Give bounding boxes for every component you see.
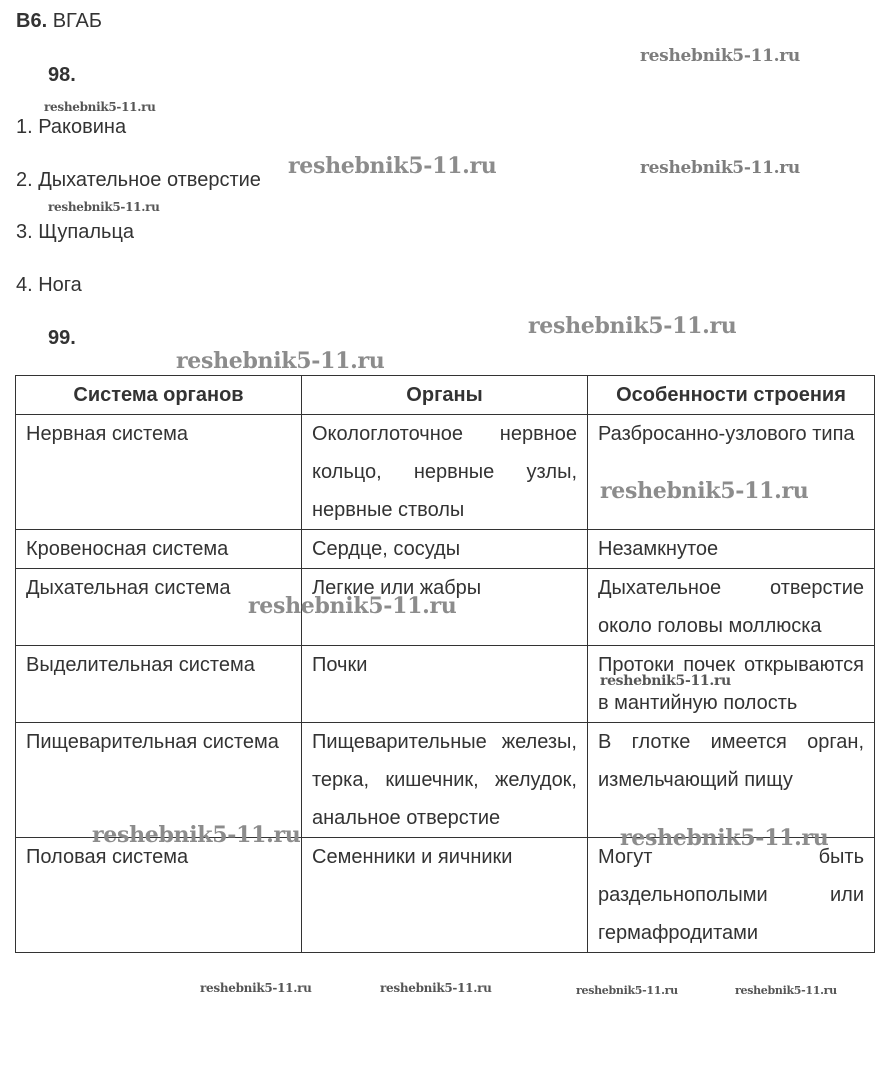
table-row <box>16 415 875 530</box>
organ-systems-table <box>15 375 875 953</box>
cell-system: Половая система <box>16 838 302 953</box>
task-98-item-3: 3. Щупальца <box>16 221 135 243</box>
cell-features: Могут быть раздельнополыми или гермафродитами <box>588 838 875 953</box>
cell-features: Дыхательное отверстие около головы моллюска <box>588 569 875 646</box>
table-header-row <box>16 376 875 415</box>
watermark: reshebnik5-11.ru <box>640 46 800 66</box>
watermark: reshebnik5-11.ru <box>176 348 385 374</box>
cell-system: Пищеварительная система <box>16 723 302 838</box>
answer-value: ВГАБ <box>52 10 102 32</box>
watermark: reshebnik5-11.ru <box>528 313 737 339</box>
cell-organs: Легкие или жабры <box>302 569 588 646</box>
task-99-number: 99. <box>48 327 76 349</box>
header-system: Система органов <box>16 376 302 415</box>
cell-organs: Окологлоточное нервное кольцо, нервные узлы, нервные стволы <box>302 415 588 530</box>
watermark: reshebnik5-11.ru <box>576 984 678 997</box>
watermark: reshebnik5-11.ru <box>735 984 837 997</box>
task-98-item-4: 4. Нога <box>16 274 82 296</box>
cell-organs: Сердце, сосуды <box>302 530 588 569</box>
cell-organs: Почки <box>302 646 588 723</box>
answer-b6 <box>16 9 102 33</box>
table-row <box>16 723 875 838</box>
watermark: reshebnik5-11.ru <box>640 158 800 178</box>
cell-system: Дыхательная система <box>16 569 302 646</box>
watermark: reshebnik5-11.ru <box>620 825 829 851</box>
watermark: reshebnik5-11.ru <box>380 981 492 995</box>
watermark: reshebnik5-11.ru <box>44 100 156 114</box>
table-row <box>16 646 875 723</box>
cell-system: Выделительная система <box>16 646 302 723</box>
watermark: reshebnik5-11.ru <box>48 200 160 214</box>
cell-features: В глотке имеется орган, измельчающий пищу <box>588 723 875 838</box>
header-organs: Органы <box>302 376 588 415</box>
table-row <box>16 530 875 569</box>
watermark: reshebnik5-11.ru <box>92 822 301 848</box>
watermark: reshebnik5-11.ru <box>600 478 809 504</box>
task-98-number: 98. <box>48 64 76 86</box>
cell-organs: Семенники и яичники <box>302 838 588 953</box>
cell-features: Незамкнутое <box>588 530 875 569</box>
watermark: reshebnik5-11.ru <box>248 593 457 619</box>
watermark: reshebnik5-11.ru <box>600 673 731 689</box>
watermark: reshebnik5-11.ru <box>200 981 312 995</box>
header-features: Особенности строения <box>588 376 875 415</box>
table-row <box>16 838 875 953</box>
cell-system: Кровеносная система <box>16 530 302 569</box>
cell-features: Разбросанно-узлового типа <box>588 415 875 530</box>
answer-label: B6. <box>16 10 48 32</box>
task-98-item-2: 2. Дыхательное отверстие <box>16 169 261 191</box>
watermark: reshebnik5-11.ru <box>288 153 497 179</box>
cell-features: Протоки почек открываются в мантийную полость <box>588 646 875 723</box>
cell-organs: Пищеварительные железы, терка, кишечник, желудок, анальное отверстие <box>302 723 588 838</box>
cell-system: Нервная система <box>16 415 302 530</box>
task-98-item-1: 1. Раковина <box>16 116 127 138</box>
